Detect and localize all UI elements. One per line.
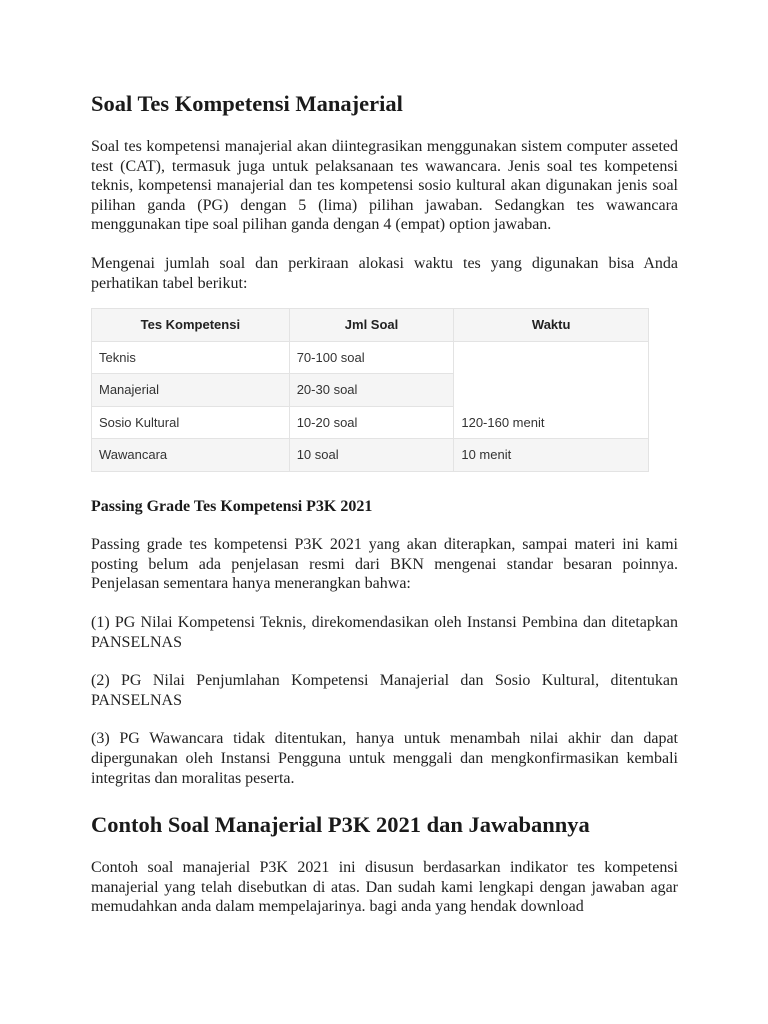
table-header-cell: Jml Soal [289,309,454,342]
table-header-cell: Waktu [454,309,649,342]
passing-grade-item-2: (2) PG Nilai Penjumlahan Kompetensi Manajerial dan Sosio Kultural, ditentukan PANSELNAS [91,672,678,709]
table-cell-test: Wawancara [92,439,290,472]
table-cell-count: 20-30 soal [289,374,454,407]
table-row [92,439,649,472]
table-intro-paragraph: Mengenai jumlah soal dan perkiraan alokasi waktu tes yang digunakan bisa Anda perhatikan tabel berikut: [91,254,678,292]
passing-grade-item-1: (1) PG Nilai Kompetensi Teknis, direkomendasikan oleh Instansi Pembina dan ditetapkan PANSELNAS [91,614,678,651]
section-title-contoh-soal: Contoh Soal Manajerial P3K 2021 dan Jawabannya [91,812,590,838]
table-cell-count: 10-20 soal [289,406,454,439]
intro-paragraph: Soal tes kompetensi manajerial akan diintegrasikan menggunakan sistem computer asseted test (CAT), termasuk juga untuk pelaksanaan tes wawancara. Jenis soal tes kompetensi teknis, kompetensi manajerial dan tes kompetensi sosio kultural akan digunakan jenis soal pilihan ganda (PG) dengan 5 (lima) pilihan jawaban. Sedangkan tes wawancara menggunakan tipe soal pilihan ganda dengan 4 (empat) option jawaban. [91,138,678,234]
contoh-soal-paragraph: Contoh soal manajerial P3K 2021 ini disusun berdasarkan indikator tes kompetensi manajerial yang telah disebutkan di atas. Dan sudah kami lengkapi dengan jawaban agar memudahkan anda dalam mempelajarinya. bagi anda yang hendak download [91,859,678,916]
table-cell-count: 10 soal [289,439,454,472]
table-cell-time: 10 menit [454,439,649,472]
table-header-cell: Tes Kompetensi [92,309,290,342]
passing-grade-item-3: (3) PG Wawancara tidak ditentukan, hanya untuk menambah nilai akhir dan dapat dipergunakan oleh Instansi Pengguna untuk menggali dan mengkonfirmasikan kembali integritas dan moralitas peserta. [91,730,678,787]
article-page [91,90,678,917]
table-cell-test: Manajerial [92,374,290,407]
table-cell-time-merged: 120-160 menit [454,341,649,439]
table-cell-test: Sosio Kultural [92,406,290,439]
passing-grade-paragraph: Passing grade tes kompetensi P3K 2021 yang akan diterapkan, sampai materi ini kami posting belum ada penjelasan resmi dari BKN mengenai standar besaran poinnya. Penjelasan sementara hanya menerangkan bahwa: [91,536,678,593]
table-header-row [92,309,649,342]
table-cell-count: 70-100 soal [289,341,454,374]
table-row [92,341,649,374]
passing-grade-heading: Passing Grade Tes Kompetensi P3K 2021 [91,497,373,515]
table-cell-test: Teknis [92,341,290,374]
competency-table [91,308,649,472]
section-title-kompetensi-manajerial: Soal Tes Kompetensi Manajerial [91,91,403,116]
